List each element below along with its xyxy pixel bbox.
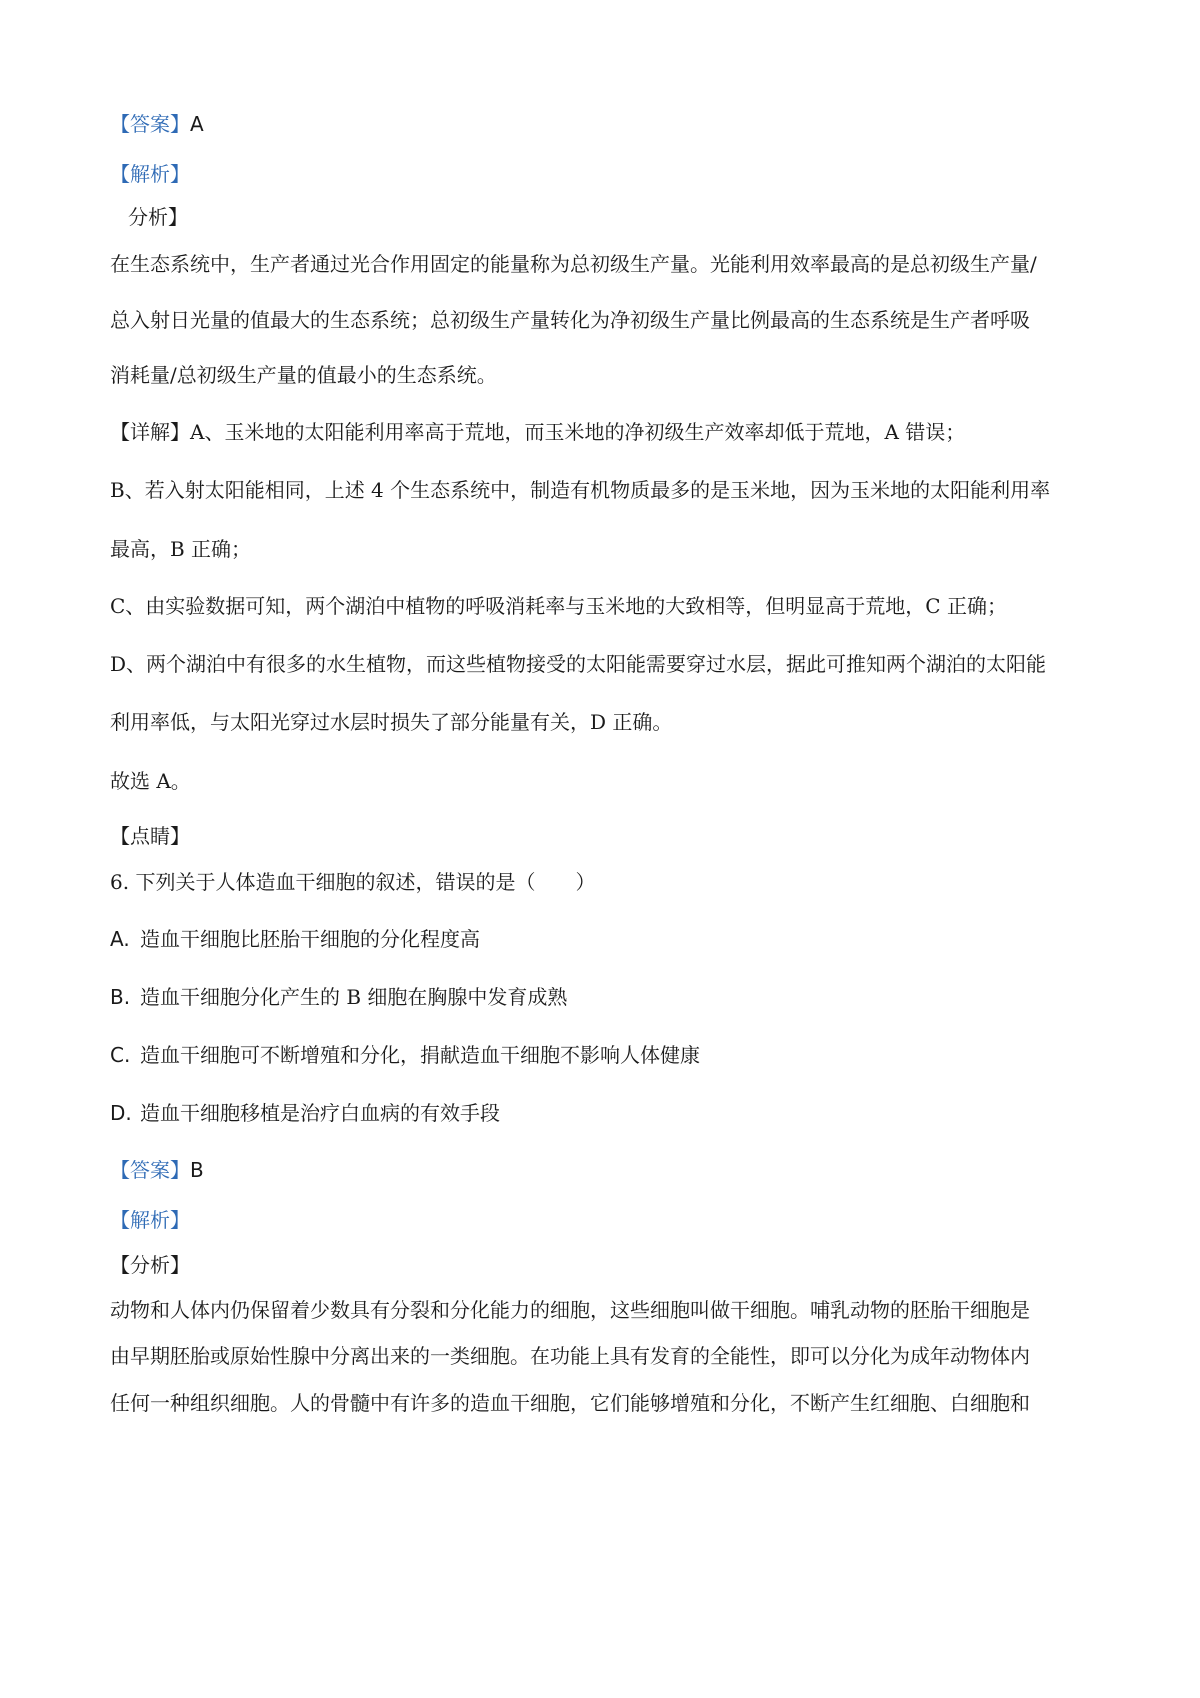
option-b — [110, 983, 567, 1011]
option-text: 造血干细胞分化产生的 B 细胞在胸腺中发育成熟 — [140, 985, 568, 1009]
option-text: 造血干细胞可不断增殖和分化，捐献造血干细胞不影响人体健康 — [140, 1043, 700, 1067]
question-6-stem: 6. 下列关于人体造血干细胞的叙述，错误的是（ ） — [110, 870, 596, 894]
option-letter: B. — [110, 985, 131, 1009]
detail-tag: 【详解】 — [110, 420, 190, 444]
detail-line: C、由实验数据可知，两个湖泊中植物的呼吸消耗率与玉米地的大致相等，但明显高于荒地，C 正确； — [110, 594, 1007, 618]
detail-text: A、玉米地的太阳能利用率高于荒地，而玉米地的净初级生产效率却低于荒地，A 错误； — [190, 420, 966, 444]
answer-value: A — [190, 112, 204, 136]
option-d — [110, 1099, 500, 1127]
answer-value: B — [190, 1158, 204, 1182]
detail-line: D、两个湖泊中有很多的水生植物，而这些植物接受的太阳能需要穿过水层，据此可推知两个湖泊的太阳能 — [110, 652, 1047, 676]
analysis-paragraph-line: 动物和人体内仍保留着少数具有分裂和分化能力的细胞，这些细胞叫做干细胞。哺乳动物的胚胎干细胞是 — [110, 1298, 1030, 1322]
analysis-tag: 【解析】 — [110, 1208, 190, 1232]
analysis-paragraph-line: 消耗量/总初级生产量的值最小的生态系统。 — [110, 363, 497, 387]
option-letter: A. — [110, 927, 130, 951]
option-letter: D. — [110, 1101, 132, 1125]
answer-2 — [110, 1156, 204, 1184]
option-c — [110, 1041, 700, 1069]
analysis-paragraph-line: 在生态系统中，生产者通过光合作用固定的能量称为总初级生产量。光能利用效率最高的是总初级生产量/ — [110, 252, 1037, 276]
conclusion: 故选 A。 — [110, 769, 191, 793]
analysis-paragraph-line: 由早期胚胎或原始性腺中分离出来的一类细胞。在功能上具有发育的全能性，即可以分化为成年动物体内 — [110, 1344, 1030, 1368]
dianjing-tag: 【点睛】 — [110, 824, 190, 848]
analysis-paragraph-line: 任何一种组织细胞。人的骨髓中有许多的造血干细胞，它们能够增殖和分化，不断产生红细胞、白细胞和 — [110, 1391, 1030, 1415]
option-text: 造血干细胞移植是治疗白血病的有效手段 — [140, 1101, 500, 1125]
detail-line — [110, 418, 965, 446]
option-letter: C. — [110, 1043, 131, 1067]
detail-line: 利用率低，与太阳光穿过水层时损失了部分能量有关，D 正确。 — [110, 710, 673, 734]
analysis-tag: 【解析】 — [110, 162, 190, 186]
answer-tag: 【答案】 — [110, 112, 190, 136]
answer-1 — [110, 110, 204, 138]
detail-line: B、若入射太阳能相同，上述 4 个生态系统中，制造有机物质最多的是玉米地，因为玉米地的太阳能利用率 — [110, 478, 1051, 502]
analysis-subheading: 【分析】 — [110, 1253, 190, 1277]
detail-line: 最高，B 正确； — [110, 537, 252, 561]
answer-tag: 【答案】 — [110, 1158, 190, 1182]
option-a — [110, 925, 480, 953]
analysis-subheading: 分析】 — [128, 205, 188, 229]
option-text: 造血干细胞比胚胎干细胞的分化程度高 — [140, 927, 480, 951]
analysis-paragraph-line: 总入射日光量的值最大的生态系统；总初级生产量转化为净初级生产量比例最高的生态系统是生产者呼吸 — [110, 308, 1030, 332]
